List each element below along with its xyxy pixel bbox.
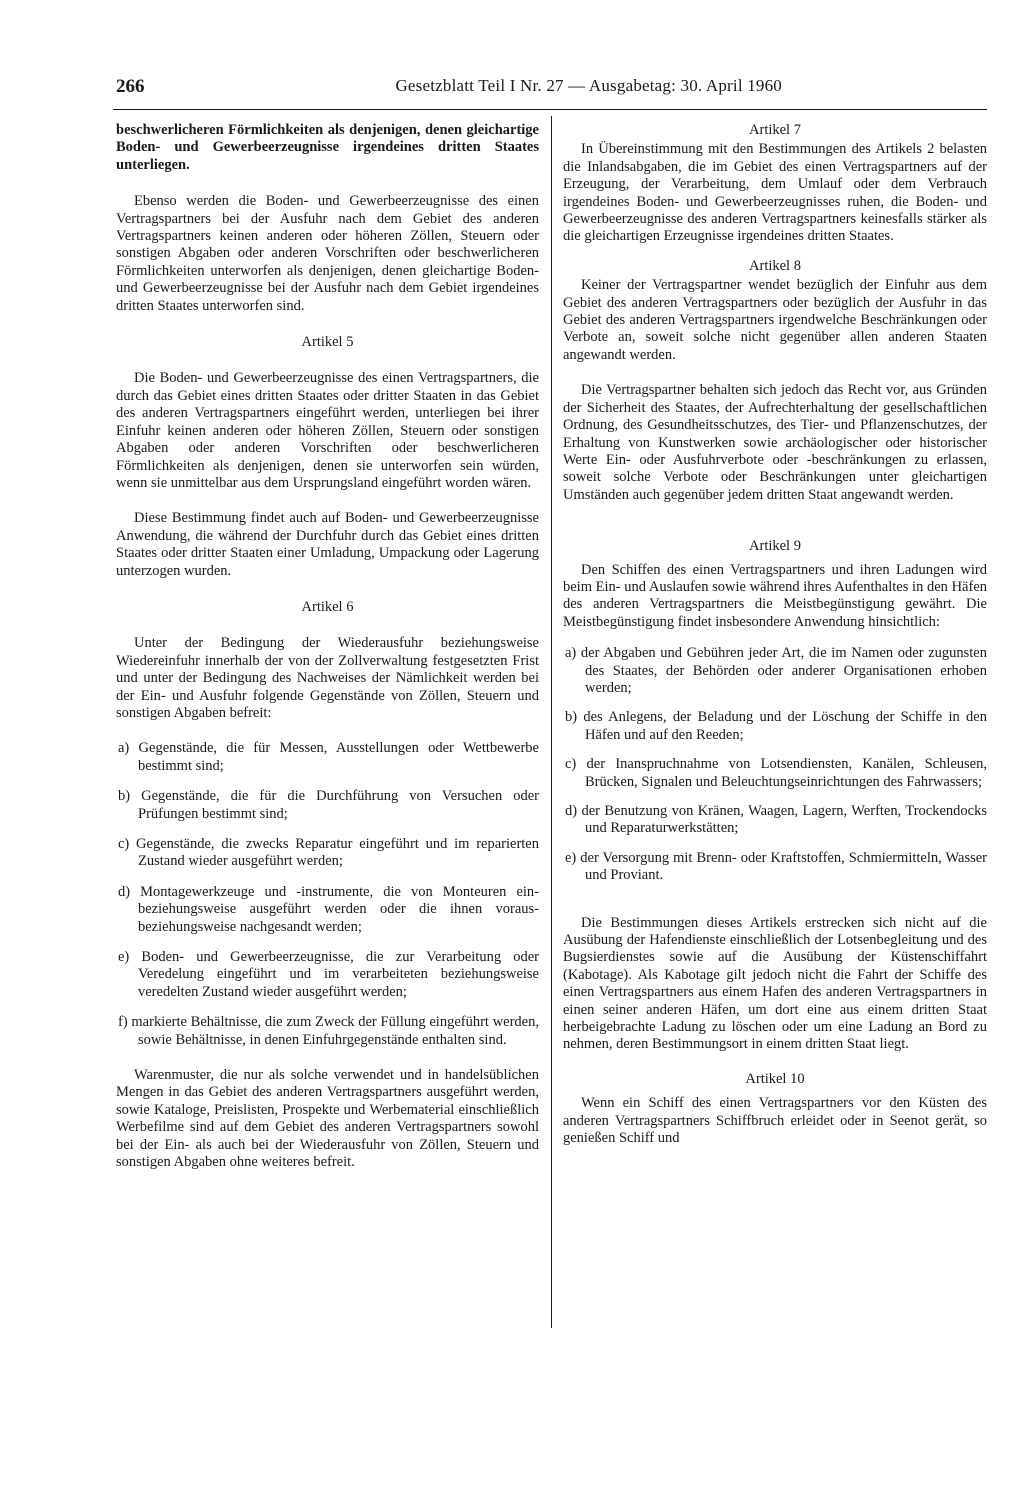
list-item: d) der Benutzung von Kränen, Waagen, Lagern, Werften, Trockendocks und Reparaturwerkstätten;: [565, 803, 987, 837]
column-divider: [551, 116, 552, 1328]
page-number: 266: [116, 76, 145, 97]
paragraph: beschwerlicheren Förmlichkeiten als denjenigen, denen gleichartige Boden- und Gewerbeerzeugnisse irgendeines dritten Staates unterliegen.: [116, 122, 539, 173]
list-item: e) der Versorgung mit Brenn- oder Kraftstoffen, Schmiermitteln, Wasser und Proviant.: [565, 849, 987, 884]
article-heading: Artikel 5: [301, 334, 354, 351]
paragraph: Unter der Bedingung der Wiederausfuhr beziehungsweise Wiedereinfuhr innerhalb der von der Zollverwaltung festgesetzten Frist und unter der Bedingung des Nachweises der Nämlichkeit werden bei der Ein- und Ausfuhr folgende Gegenstände von Zöllen, Steuern und sonstigen Abgaben befreit:: [116, 635, 539, 721]
left-column: [116, 122, 539, 1172]
paragraph: Die Boden- und Gewerbeerzeugnisse des einen Vertragspartners, die durch das Gebiet eines dritten Staates oder dritter Staaten in das Gebiet des anderen Vertragspartners eingeführt werden, unterliegen bei ihrer Einfuhr keinen anderen oder höheren Zöllen, Steuern oder sonstigen Abgaben oder anderen Vorschriften oder beschwerlicheren Förmlichkeiten als denjenigen, denen sie unterworfen sein würden, wenn sie unmittelbar aus dem Ursprungsland eingeführt worden wären.: [116, 370, 539, 491]
article-heading: Artikel 10: [745, 1070, 805, 1087]
list-item: c) Gegenstände, die zwecks Reparatur eingeführt und im reparierten Zustand wieder ausgeführt werden;: [118, 836, 539, 870]
list-item: c) der Inanspruchnahme von Lotsendiensten, Kanälen, Schleusen, Brücken, Signalen und Beleuchtungseinrichtungen des Fahrwassers;: [565, 756, 987, 790]
article-heading: Artikel 9: [749, 538, 801, 555]
list-item: a) der Abgaben und Gebühren jeder Art, die im Namen oder zugunsten des Staates, der Behörden oder anderer Organisationen erhoben werden;: [565, 645, 987, 696]
paragraph: Die Vertragspartner behalten sich jedoch das Recht vor, aus Gründen der Sicherheit des Staates, der Aufrechterhaltung der gesellschaftlichen Ordnung, des Gesundheitsschutzes, des Tier- und Pflanzenschutzes, der Erhaltung von Kunstwerken sowie archäologischer oder historischer Werte Ein- oder Ausfuhrverbote oder -beschränkungen zu erlassen, soweit solche Verbote oder Beschränkungen unter gleichartigen Umständen auch gegenüber jedem dritten Staat angewandt werden.: [563, 382, 987, 503]
header-title: Gesetzblatt Teil I Nr. 27 — Ausgabetag: 30. April 1960: [395, 76, 782, 95]
list-item: b) Gegenstände, die für die Durchführung von Versuchen oder Prüfungen bestimmt sind;: [118, 788, 539, 822]
list-item: a) Gegenstände, die für Messen, Ausstellungen oder Wettbewerbe bestimmt sind;: [118, 740, 539, 774]
paragraph: Den Schiffen des einen Vertragspartners und ihren Ladungen wird beim Ein- und Auslaufen sowie während ihres Aufenthaltes in den Häfen des anderen Vertragspartners die Meistbegünstigung gewährt. Die Meistbegünstigung findet insbesondere Anwendung hinsichtlich:: [563, 561, 987, 630]
paragraph: Keiner der Vertragspartner wendet bezüglich der Einfuhr aus dem Gebiet des anderen Vertragspartners oder bezüglich der Ausfuhr in das Gebiet des anderen Vertragspartners irgendwelche Beschränkungen oder Verbote an, soweit solche nicht gegenüber allen anderen Staaten angewandt werden.: [563, 277, 987, 363]
paragraph: Warenmuster, die nur als solche verwendet und in handelsüblichen Mengen in das Gebiet des anderen Vertragspartners ausgeführt werden, sowie Kataloge, Preislisten, Prospekte und Werbematerial einschließlich Werbefilme sind auf dem Gebiet des anderen Vertragspartners sowohl bei der Ein- als auch bei der Wiederausfuhr von Zöllen, Steuern und sonstigen Abgaben ohne weiteres befreit.: [116, 1067, 539, 1171]
paragraph: Die Bestimmungen dieses Artikels erstrecken sich nicht auf die Ausübung der Hafendienste einschließlich der Lotsenbegleitung und des Bugsierdienstes sowie auf die Ausübung der Küstenschiffahrt (Kabotage). Als Kabotage gilt jedoch nicht die Fahrt der Schiffe des einen Vertragspartners aus einem Hafen des anderen Vertragspartners in einen seiner anderen Häfen, um dort eine aus einem dritten Staat herbeigebrachte Ladung zu löschen oder um eine Ladung an Bord zu nehmen, deren Bestimmungsort in einem dritten Staat liegt.: [563, 914, 987, 1053]
right-column: [563, 122, 987, 1148]
list-item: e) Boden- und Gewerbeerzeugnisse, die zur Verarbeitung oder Veredelung eingeführt und im verarbeiteten beziehungsweise veredelten Zustand wieder ausgeführt werden;: [118, 949, 539, 1000]
article-heading: Artikel 8: [749, 257, 801, 274]
paragraph: Diese Bestimmung findet auch auf Boden- und Gewerbeerzeugnisse Anwendung, die während der Durchfuhr durch das Gebiet eines dritten Staates oder dritter Staaten einer Umladung, Umpackung oder Lagerung unterzogen wurden.: [116, 510, 539, 579]
paragraph: In Übereinstimmung mit den Bestimmungen des Artikels 2 belasten die Inlandsabgaben, die im Gebiet des einen Vertragspartners auf der Erzeugung, der Verarbeitung, dem Umlauf oder dem Verbrauch irgendeines Boden- und Gewerbeerzeugnisses ruhen, die Boden- und Gewerbeerzeugnisse des anderen Vertragspartners keinesfalls stärker als die gleichartigen Erzeugnisse irgendeines dritten Staates.: [563, 141, 987, 245]
list-item: d) Montagewerkzeuge und -instrumente, die von Monteuren ein- beziehungsweise ausgeführt werden oder die ihnen voraus- beziehungsweise nachgesandt werden;: [118, 883, 539, 935]
article-heading: Artikel 7: [749, 122, 801, 138]
list-item: f) markierte Behältnisse, die zum Zweck der Füllung eingeführt werden, sowie Behältnisse, in denen Einfuhrgegenstände enthalten sind.: [118, 1014, 539, 1048]
header-rule: [113, 109, 987, 110]
article-heading: Artikel 6: [301, 598, 354, 615]
list-item: b) des Anlegens, der Beladung und der Löschung der Schiffe in den Häfen und auf den Reeden;: [565, 709, 987, 743]
paragraph: Wenn ein Schiff des einen Vertragspartners vor den Küsten des anderen Vertragspartners Schiffbruch erleidet oder in Seenot gerät, so genießen Schiff und: [563, 1095, 987, 1147]
page-header: [116, 76, 782, 106]
paragraph: Ebenso werden die Boden- und Gewerbeerzeugnisse des einen Vertragspartners bei der Ausfuhr nach dem Gebiet des anderen Vertragspartners keinen anderen oder höheren Zöllen, Steuern oder sonstigen Abgaben oder anderen Vorschriften oder beschwerlicheren Förmlichkeiten unterworfen als denjenigen, denen gleichartige Boden- und Gewerbeerzeugnisse bei der Ausfuhr nach dem Gebiet irgendeines dritten Staates unterworfen sind.: [116, 193, 539, 314]
